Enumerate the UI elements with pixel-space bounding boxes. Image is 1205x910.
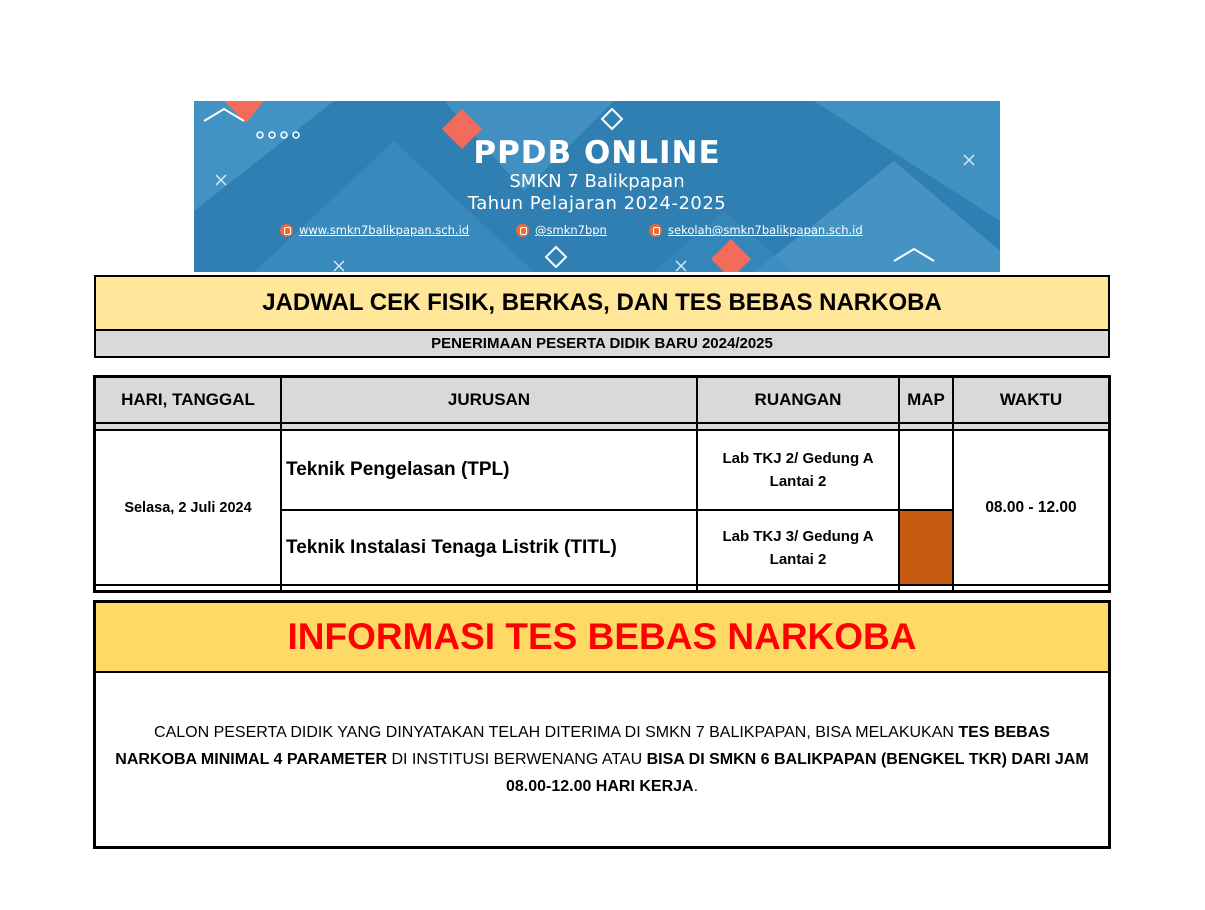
map-color-swatch <box>900 431 952 509</box>
banner-social[interactable] <box>516 223 607 237</box>
info-text-part2: DI INSTITUSI BERWENANG ATAU <box>387 751 647 768</box>
column-divider <box>280 378 282 590</box>
instagram-icon <box>516 224 529 237</box>
info-text-part1: CALON PESERTA DIDIK YANG DINYATAKAN TELAH DITERIMA DI SMKN 7 BALIKPAPAN, BISA MELAKUKAN <box>154 724 959 741</box>
info-paragraph <box>114 719 1090 800</box>
ppdb-banner <box>194 101 1000 272</box>
column-header-date: HARI, TANGGAL <box>96 378 280 422</box>
column-header-map: MAP <box>900 378 952 422</box>
room-line1: Lab TKJ 2/ Gedung A <box>722 450 874 467</box>
banner-academic-year: Tahun Pelajaran 2024-2025 <box>467 193 727 214</box>
banner-social-text: @smkn7bpn <box>535 223 607 237</box>
info-title: INFORMASI TES BEBAS NARKOBA <box>93 600 1111 673</box>
schedule-date: Selasa, 2 Juli 2024 <box>124 499 252 516</box>
table-row-room <box>698 511 898 584</box>
info-text-bold2: BISA DI SMKN 6 BALIKPAPAN (BENGKEL TKR) DARI JAM 08.00-12.00 HARI KERJA <box>505 751 1089 795</box>
banner-email-text: sekolah@smkn7balikpapan.sch.id <box>668 223 863 237</box>
room-line2: Lantai 2 <box>769 473 827 490</box>
header-divider-fill <box>96 424 1108 429</box>
email-icon <box>649 224 662 237</box>
table-row-major: Teknik Instalasi Tenaga Listrik (TITL) <box>286 536 617 558</box>
room-line2: Lantai 2 <box>769 550 827 568</box>
info-body <box>93 673 1111 849</box>
room-line1: Lab TKJ 3/ Gedung A <box>722 527 874 545</box>
schedule-title: JADWAL CEK FISIK, BERKAS, DAN TES BEBAS NARKOBA <box>94 275 1110 330</box>
table-row-major: Teknik Pengelasan (TPL) <box>286 459 510 480</box>
globe-icon <box>280 224 293 237</box>
info-text-bold1: TES BEBAS NARKOBA MINIMAL 4 PARAMETER <box>115 724 1050 768</box>
column-header-room: RUANGAN <box>698 378 898 422</box>
table-row-room <box>698 431 898 509</box>
info-text-end: . <box>693 778 699 795</box>
column-header-major: JURUSAN <box>282 378 696 422</box>
map-color-swatch <box>900 511 952 584</box>
schedule-time: 08.00 - 12.00 <box>985 498 1077 516</box>
banner-website[interactable] <box>280 223 469 237</box>
banner-website-text: www.smkn7balikpapan.sch.id <box>299 223 470 237</box>
banner-title: PPDB ONLINE <box>473 135 721 171</box>
column-header-time: WAKTU <box>954 378 1108 422</box>
schedule-table <box>93 375 1111 593</box>
schedule-subtitle: PENERIMAAN PESERTA DIDIK BARU 2024/2025 <box>94 330 1110 358</box>
banner-school-name: SMKN 7 Balikpapan <box>509 171 685 192</box>
banner-email[interactable] <box>649 223 863 237</box>
table-bottom-line <box>96 584 1108 586</box>
